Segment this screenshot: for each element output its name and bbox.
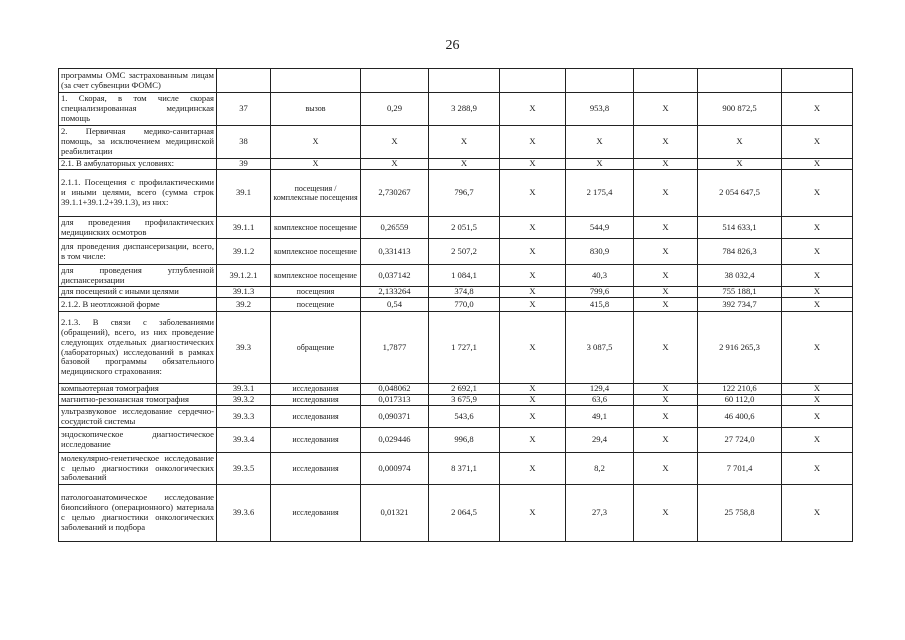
row-cost: 796,7 bbox=[429, 170, 500, 217]
row-code: 39 bbox=[217, 159, 271, 170]
row-cost: 2 692,1 bbox=[429, 384, 500, 395]
row-unit: исследования bbox=[271, 406, 361, 428]
row-col8: X bbox=[634, 217, 698, 239]
row-col10: X bbox=[782, 485, 853, 542]
row-col7: 29,4 bbox=[566, 428, 634, 453]
row-col6: X bbox=[500, 265, 566, 287]
row-col6: X bbox=[500, 170, 566, 217]
row-col7 bbox=[566, 69, 634, 93]
row-volume: 0,54 bbox=[361, 298, 429, 312]
row-col8 bbox=[634, 69, 698, 93]
row-unit: посещение bbox=[271, 298, 361, 312]
row-cost: 2 064,5 bbox=[429, 485, 500, 542]
row-unit: комплексное посещение bbox=[271, 239, 361, 265]
table-row bbox=[59, 312, 853, 384]
row-volume: 0,017313 bbox=[361, 395, 429, 406]
row-col8: X bbox=[634, 312, 698, 384]
row-unit: исследования bbox=[271, 428, 361, 453]
row-volume: 0,29 bbox=[361, 93, 429, 126]
row-code: 39.3.5 bbox=[217, 453, 271, 485]
row-unit: посещения bbox=[271, 287, 361, 298]
row-col6: X bbox=[500, 298, 566, 312]
row-col10: X bbox=[782, 312, 853, 384]
row-col9: 755 188,1 bbox=[698, 287, 782, 298]
table-row bbox=[59, 69, 853, 93]
row-name: магнитно-резонансная томография bbox=[59, 395, 217, 406]
row-col10: X bbox=[782, 428, 853, 453]
row-col7: 830,9 bbox=[566, 239, 634, 265]
row-code: 39.1.1 bbox=[217, 217, 271, 239]
row-col6: X bbox=[500, 384, 566, 395]
row-col7: 799,6 bbox=[566, 287, 634, 298]
row-code: 39.2 bbox=[217, 298, 271, 312]
row-volume: 0,037142 bbox=[361, 265, 429, 287]
row-volume: X bbox=[361, 126, 429, 159]
table-row bbox=[59, 395, 853, 406]
row-col6: X bbox=[500, 93, 566, 126]
row-col9: 38 032,4 bbox=[698, 265, 782, 287]
row-col8: X bbox=[634, 239, 698, 265]
row-col8: X bbox=[634, 287, 698, 298]
table-row bbox=[59, 384, 853, 395]
row-unit: исследования bbox=[271, 384, 361, 395]
row-col9: 60 112,0 bbox=[698, 395, 782, 406]
table-row bbox=[59, 428, 853, 453]
row-col8: X bbox=[634, 265, 698, 287]
row-code bbox=[217, 69, 271, 93]
row-code: 39.1 bbox=[217, 170, 271, 217]
row-col10: X bbox=[782, 265, 853, 287]
row-col9: 900 872,5 bbox=[698, 93, 782, 126]
row-volume: 2,730267 bbox=[361, 170, 429, 217]
row-cost: X bbox=[429, 159, 500, 170]
table-row bbox=[59, 485, 853, 542]
row-unit: обращение bbox=[271, 312, 361, 384]
row-col6: X bbox=[500, 126, 566, 159]
row-col6: X bbox=[500, 485, 566, 542]
row-col7: 49,1 bbox=[566, 406, 634, 428]
row-col8: X bbox=[634, 159, 698, 170]
row-name: ультразвуковое исследование сердечно-сосудистой системы bbox=[59, 406, 217, 428]
row-col9: 784 826,3 bbox=[698, 239, 782, 265]
row-name: программы ОМС застрахованным лицам (за счет субвенции ФОМС) bbox=[59, 69, 217, 93]
row-volume: 0,029446 bbox=[361, 428, 429, 453]
row-col9: X bbox=[698, 126, 782, 159]
row-name: компьютерная томография bbox=[59, 384, 217, 395]
row-col10: X bbox=[782, 395, 853, 406]
row-col8: X bbox=[634, 453, 698, 485]
row-col10: X bbox=[782, 217, 853, 239]
table-row bbox=[59, 287, 853, 298]
row-col9: 46 400,6 bbox=[698, 406, 782, 428]
row-volume: 1,7877 bbox=[361, 312, 429, 384]
row-col8: X bbox=[634, 170, 698, 217]
row-code: 39.3.2 bbox=[217, 395, 271, 406]
table-row bbox=[59, 126, 853, 159]
table-row bbox=[59, 406, 853, 428]
row-cost: X bbox=[429, 126, 500, 159]
row-col10: X bbox=[782, 384, 853, 395]
row-col7: 544,9 bbox=[566, 217, 634, 239]
row-cost bbox=[429, 69, 500, 93]
row-code: 39.1.3 bbox=[217, 287, 271, 298]
row-col10: X bbox=[782, 93, 853, 126]
row-col6: X bbox=[500, 312, 566, 384]
row-col8: X bbox=[634, 395, 698, 406]
row-name: 1. Скорая, в том числе скорая специализированная медицинская помощь bbox=[59, 93, 217, 126]
row-volume: 0,331413 bbox=[361, 239, 429, 265]
row-col9: 25 758,8 bbox=[698, 485, 782, 542]
row-col7: X bbox=[566, 159, 634, 170]
row-code: 39.3.4 bbox=[217, 428, 271, 453]
row-col10: X bbox=[782, 170, 853, 217]
row-unit: исследования bbox=[271, 453, 361, 485]
row-col8: X bbox=[634, 485, 698, 542]
row-col8: X bbox=[634, 384, 698, 395]
row-name: 2.1.1. Посещения с профилактическими и иными целями, всего (сумма строк 39.1.1+39.1.2+39.1.3), из них: bbox=[59, 170, 217, 217]
row-volume: X bbox=[361, 159, 429, 170]
row-code: 39.3.6 bbox=[217, 485, 271, 542]
row-unit: X bbox=[271, 126, 361, 159]
row-col6: X bbox=[500, 217, 566, 239]
row-cost: 8 371,1 bbox=[429, 453, 500, 485]
row-name: 2.1. В амбулаторных условиях: bbox=[59, 159, 217, 170]
row-col6: X bbox=[500, 159, 566, 170]
row-col9: 392 734,7 bbox=[698, 298, 782, 312]
table-row bbox=[59, 217, 853, 239]
row-unit: вызов bbox=[271, 93, 361, 126]
row-cost: 1 727,1 bbox=[429, 312, 500, 384]
row-name: молекулярно-генетическое исследование с целью диагностики онкологических заболеваний bbox=[59, 453, 217, 485]
table-row bbox=[59, 159, 853, 170]
table-row bbox=[59, 170, 853, 217]
row-col7: 40,3 bbox=[566, 265, 634, 287]
table-row bbox=[59, 239, 853, 265]
row-cost: 996,8 bbox=[429, 428, 500, 453]
row-unit: комплексное посещение bbox=[271, 217, 361, 239]
row-cost: 770,0 bbox=[429, 298, 500, 312]
row-code: 39.3.1 bbox=[217, 384, 271, 395]
row-col10: X bbox=[782, 453, 853, 485]
row-col6: X bbox=[500, 395, 566, 406]
medical-care-table bbox=[58, 68, 853, 542]
row-col7: 8,2 bbox=[566, 453, 634, 485]
row-col7: 27,3 bbox=[566, 485, 634, 542]
row-unit bbox=[271, 69, 361, 93]
row-col9: 27 724,0 bbox=[698, 428, 782, 453]
row-col6: X bbox=[500, 406, 566, 428]
row-col8: X bbox=[634, 126, 698, 159]
row-col10: X bbox=[782, 287, 853, 298]
row-cost: 1 084,1 bbox=[429, 265, 500, 287]
row-name: для проведения профилактических медицинских осмотров bbox=[59, 217, 217, 239]
row-col9: 2 054 647,5 bbox=[698, 170, 782, 217]
row-col10: X bbox=[782, 159, 853, 170]
row-code: 39.1.2 bbox=[217, 239, 271, 265]
row-col9: 514 633,1 bbox=[698, 217, 782, 239]
row-code: 37 bbox=[217, 93, 271, 126]
row-unit: исследования bbox=[271, 395, 361, 406]
row-col9: 2 916 265,3 bbox=[698, 312, 782, 384]
row-unit: комплексное посещение bbox=[271, 265, 361, 287]
row-name: для проведения диспансеризации, всего, в том числе: bbox=[59, 239, 217, 265]
row-name: для посещений с иными целями bbox=[59, 287, 217, 298]
row-col7: 3 087,5 bbox=[566, 312, 634, 384]
row-cost: 3 675,9 bbox=[429, 395, 500, 406]
row-volume: 0,01321 bbox=[361, 485, 429, 542]
row-col10: X bbox=[782, 406, 853, 428]
table-row bbox=[59, 298, 853, 312]
row-cost: 2 507,2 bbox=[429, 239, 500, 265]
page-number: 26 bbox=[445, 38, 460, 53]
row-col6: X bbox=[500, 428, 566, 453]
row-volume: 0,26559 bbox=[361, 217, 429, 239]
row-col7: 2 175,4 bbox=[566, 170, 634, 217]
row-code: 38 bbox=[217, 126, 271, 159]
row-col7: X bbox=[566, 126, 634, 159]
row-name: 2.1.3. В связи с заболеваниями (обращений), всего, из них проведение следующих отдельных диагностических (лабораторных) исследований в рамках базовой программы обязательного медицинского страхования: bbox=[59, 312, 217, 384]
row-col7: 415,8 bbox=[566, 298, 634, 312]
row-col9: X bbox=[698, 159, 782, 170]
row-unit: X bbox=[271, 159, 361, 170]
row-volume bbox=[361, 69, 429, 93]
row-col10: X bbox=[782, 126, 853, 159]
row-cost: 3 288,9 bbox=[429, 93, 500, 126]
row-col7: 63,6 bbox=[566, 395, 634, 406]
row-name: эндоскопическое диагностическое исследование bbox=[59, 428, 217, 453]
row-col8: X bbox=[634, 406, 698, 428]
row-col10 bbox=[782, 69, 853, 93]
table-row bbox=[59, 93, 853, 126]
row-name: 2.1.2. В неотложной форме bbox=[59, 298, 217, 312]
row-code: 39.1.2.1 bbox=[217, 265, 271, 287]
row-col7: 953,8 bbox=[566, 93, 634, 126]
row-col8: X bbox=[634, 428, 698, 453]
row-volume: 0,048062 bbox=[361, 384, 429, 395]
row-name: патологоанатомическое исследование биопсийного (операционного) материала с целью диагностики онкологических заболеваний и подбора bbox=[59, 485, 217, 542]
row-col8: X bbox=[634, 93, 698, 126]
row-volume: 0,000974 bbox=[361, 453, 429, 485]
row-cost: 2 051,5 bbox=[429, 217, 500, 239]
table-row bbox=[59, 453, 853, 485]
row-col9: 7 701,4 bbox=[698, 453, 782, 485]
row-name: для проведения углубленной диспансеризации bbox=[59, 265, 217, 287]
row-name: 2. Первичная медико-санитарная помощь, за исключением медицинской реабилитации bbox=[59, 126, 217, 159]
row-col6: X bbox=[500, 453, 566, 485]
row-volume: 0,090371 bbox=[361, 406, 429, 428]
row-col6: X bbox=[500, 239, 566, 265]
row-col6: X bbox=[500, 287, 566, 298]
row-col10: X bbox=[782, 298, 853, 312]
row-cost: 543,6 bbox=[429, 406, 500, 428]
row-code: 39.3.3 bbox=[217, 406, 271, 428]
row-col9: 122 210,6 bbox=[698, 384, 782, 395]
row-col7: 129,4 bbox=[566, 384, 634, 395]
row-cost: 374,8 bbox=[429, 287, 500, 298]
row-unit: посещения / комплексные посещения bbox=[271, 170, 361, 217]
row-col9 bbox=[698, 69, 782, 93]
row-col6 bbox=[500, 69, 566, 93]
row-volume: 2,133264 bbox=[361, 287, 429, 298]
row-code: 39.3 bbox=[217, 312, 271, 384]
row-col10: X bbox=[782, 239, 853, 265]
row-unit: исследования bbox=[271, 485, 361, 542]
table-row bbox=[59, 265, 853, 287]
row-col8: X bbox=[634, 298, 698, 312]
